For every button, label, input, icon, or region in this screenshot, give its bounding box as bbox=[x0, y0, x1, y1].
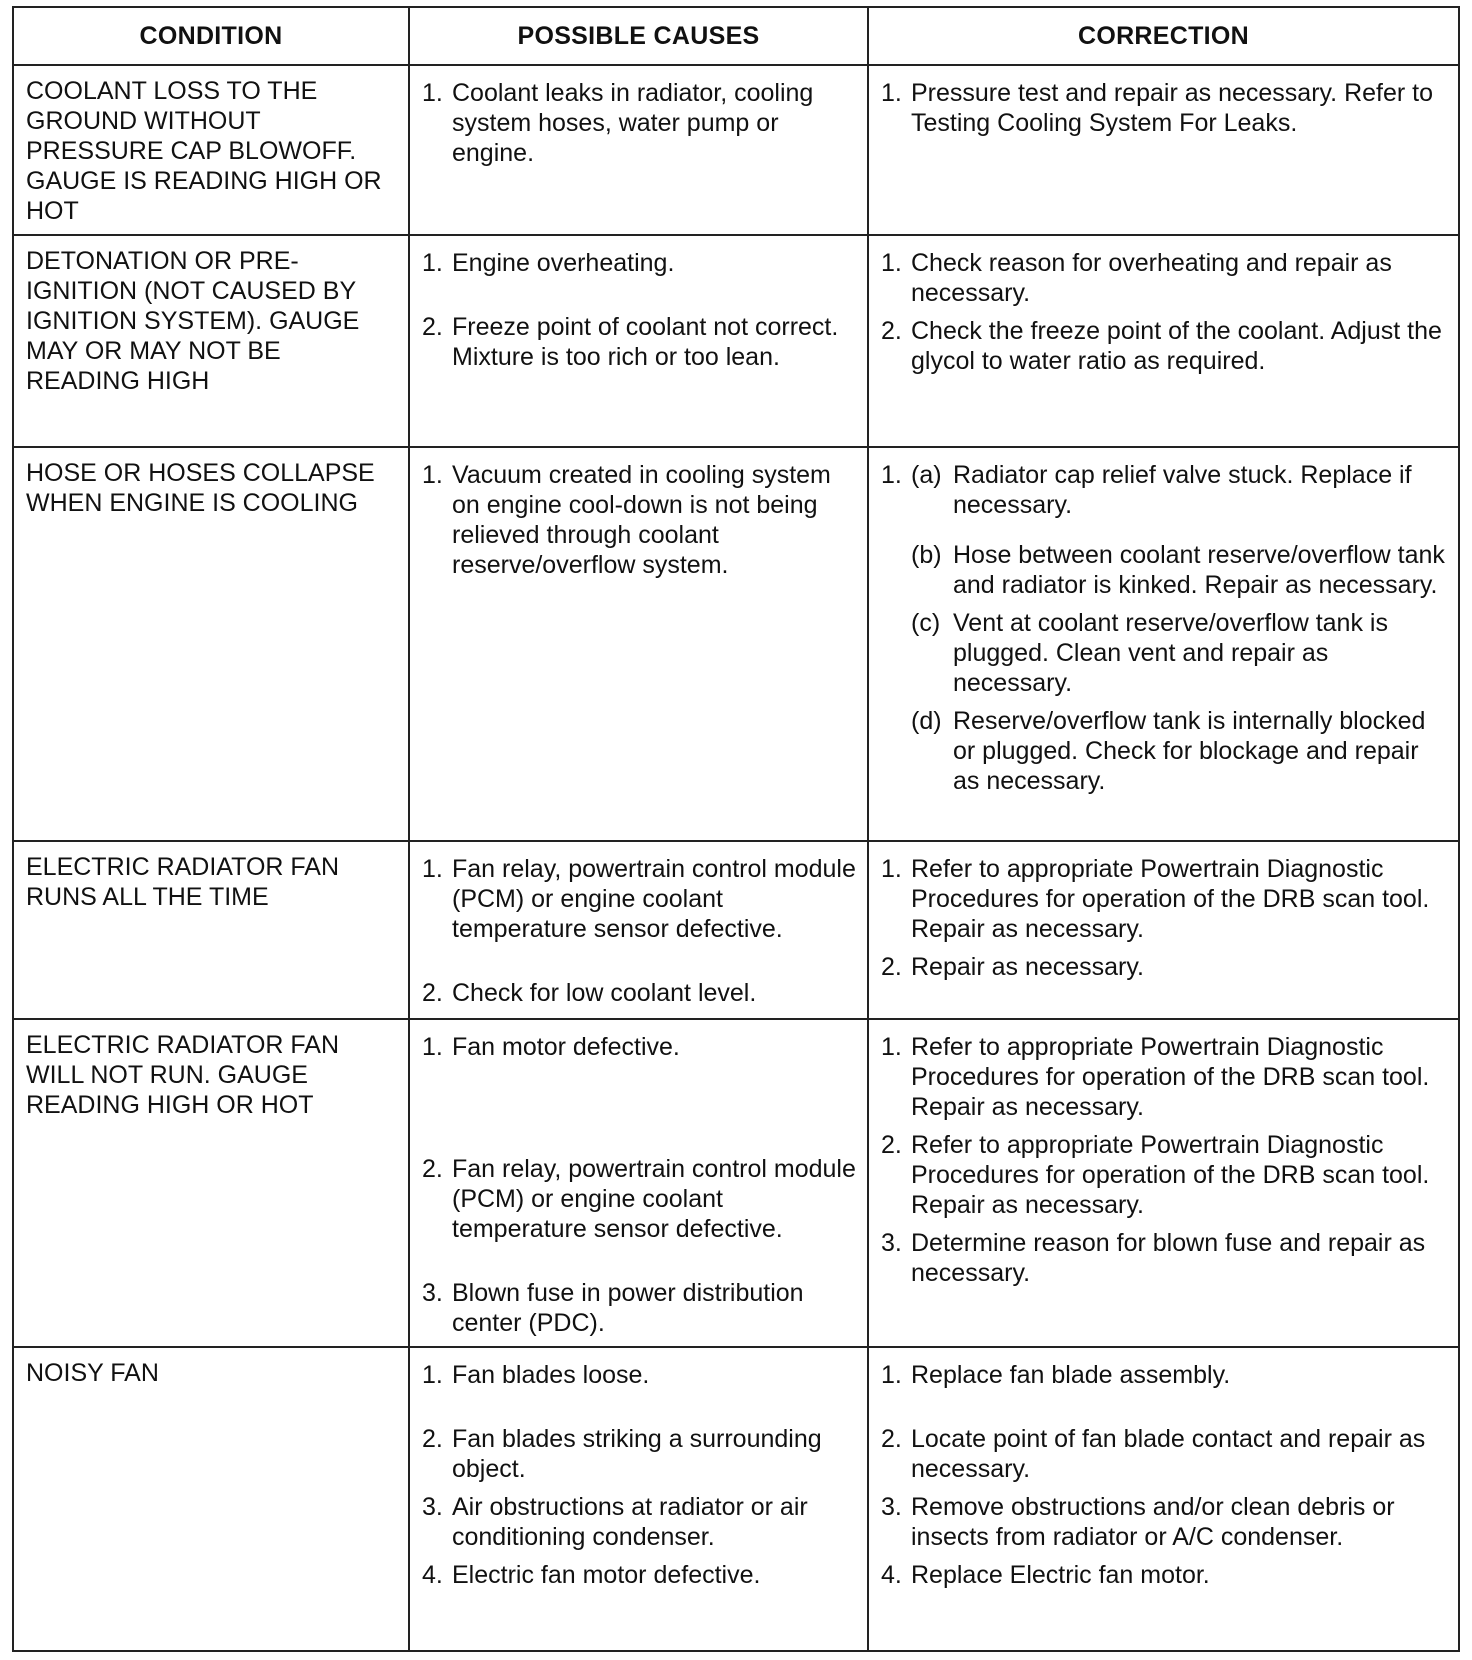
spacer bbox=[881, 1484, 1450, 1492]
correction-item bbox=[881, 952, 1450, 982]
sub-text: Reserve/overflow tank is internally blocked or plugged. Check for blockage and repair as necessary. bbox=[953, 707, 1426, 795]
item-number: 3. bbox=[881, 1229, 902, 1257]
cause-item bbox=[422, 1032, 859, 1062]
possible-causes-header: POSSIBLE CAUSES bbox=[409, 7, 868, 65]
table-row bbox=[13, 1347, 1459, 1651]
item-number: 1. bbox=[422, 461, 443, 489]
item-number: 1. bbox=[881, 855, 902, 883]
item-number: 3. bbox=[422, 1279, 443, 1307]
spacer bbox=[881, 944, 1450, 952]
cause-item bbox=[422, 78, 859, 168]
spacer bbox=[881, 1122, 1450, 1130]
correction-item bbox=[881, 1130, 1450, 1220]
item-text: Determine reason for blown fuse and repair as necessary. bbox=[911, 1229, 1426, 1287]
item-number: 4. bbox=[422, 1561, 443, 1589]
correction-item bbox=[881, 1360, 1450, 1390]
cause-item bbox=[422, 1560, 859, 1590]
condition-cell: ELECTRIC RADIATOR FAN RUNS ALL THE TIME bbox=[13, 841, 409, 1019]
correction-item bbox=[881, 1228, 1450, 1288]
causes-cell bbox=[409, 235, 868, 447]
causes-cell bbox=[409, 841, 868, 1019]
condition-cell: HOSE OR HOSES COLLAPSE WHEN ENGINE IS COOLING bbox=[13, 447, 409, 841]
item-number: 2. bbox=[881, 1131, 902, 1159]
item-number: 4. bbox=[881, 1561, 902, 1589]
item-text: Fan relay, powertrain control module (PCM) or engine coolant temperature sensor defective. bbox=[452, 1155, 856, 1243]
correction-item bbox=[881, 78, 1450, 138]
spacer bbox=[422, 278, 859, 312]
item-text: Blown fuse in power distribution center (PDC). bbox=[452, 1279, 804, 1337]
correction-item bbox=[881, 854, 1450, 944]
cause-item bbox=[422, 1492, 859, 1552]
item-number: 3. bbox=[881, 1493, 902, 1521]
table-row bbox=[13, 841, 1459, 1019]
condition-header: CONDITION bbox=[13, 7, 409, 65]
spacer bbox=[422, 944, 859, 978]
item-number: 2. bbox=[422, 979, 443, 1007]
item-number: 1. bbox=[881, 461, 902, 489]
sub-letter: (a) bbox=[911, 461, 942, 489]
spacer bbox=[881, 308, 1450, 316]
spacer bbox=[881, 1552, 1450, 1560]
item-text: Check for low coolant level. bbox=[452, 979, 757, 1007]
item-text: Check reason for overheating and repair as necessary. bbox=[911, 249, 1392, 307]
sub-letter: (d) bbox=[911, 707, 942, 735]
item-text: Coolant leaks in radiator, cooling system hoses, water pump or engine. bbox=[452, 79, 814, 167]
item-text: Refer to appropriate Powertrain Diagnostic Procedures for operation of the DRB scan tool. Repair as necessary. bbox=[911, 1131, 1430, 1219]
correction-item bbox=[881, 1560, 1450, 1590]
spacer bbox=[881, 520, 1450, 540]
item-text: Refer to appropriate Powertrain Diagnostic Procedures for operation of the DRB scan tool. Repair as necessary. bbox=[911, 1033, 1430, 1121]
cause-item bbox=[422, 1424, 859, 1484]
correction-cell bbox=[868, 1019, 1459, 1347]
item-text: Locate point of fan blade contact and repair as necessary. bbox=[911, 1425, 1426, 1483]
item-number: 2. bbox=[422, 1155, 443, 1183]
sub-list bbox=[911, 460, 1450, 520]
item-text: Fan relay, powertrain control module (PCM) or engine coolant temperature sensor defective. bbox=[452, 855, 856, 943]
item-number: 1. bbox=[881, 1361, 902, 1389]
item-text: Check the freeze point of the coolant. Adjust the glycol to water ratio as required. bbox=[911, 317, 1442, 375]
item-number: 1. bbox=[422, 1361, 443, 1389]
spacer bbox=[881, 1220, 1450, 1228]
item-number: 1. bbox=[881, 249, 902, 277]
item-number: 2. bbox=[422, 313, 443, 341]
item-text: Air obstructions at radiator or air conditioning condenser. bbox=[452, 1493, 808, 1551]
item-number: 1. bbox=[422, 855, 443, 883]
spacer bbox=[881, 698, 1450, 706]
spacer bbox=[422, 1062, 859, 1154]
item-text: Fan motor defective. bbox=[452, 1033, 680, 1061]
sub-text: Hose between coolant reserve/overflow tank and radiator is kinked. Repair as necessary. bbox=[953, 541, 1445, 599]
causes-cell bbox=[409, 447, 868, 841]
table-row bbox=[13, 65, 1459, 235]
item-text: Remove obstructions and/or clean debris or insects from radiator or A/C condenser. bbox=[911, 1493, 1395, 1551]
spacer bbox=[422, 1390, 859, 1424]
sub-letter: (b) bbox=[911, 541, 942, 569]
item-text: Engine overheating. bbox=[452, 249, 675, 277]
item-number: 1. bbox=[881, 79, 902, 107]
spacer bbox=[881, 1390, 1450, 1424]
sub-text: Radiator cap relief valve stuck. Replace if necessary. bbox=[953, 461, 1412, 519]
cause-item bbox=[422, 978, 859, 1008]
causes-cell bbox=[409, 65, 868, 235]
causes-cell bbox=[409, 1347, 868, 1651]
causes-cell bbox=[409, 1019, 868, 1347]
spacer bbox=[422, 1552, 859, 1560]
cause-item bbox=[422, 248, 859, 278]
item-number: 1. bbox=[881, 1033, 902, 1061]
correction-cell bbox=[868, 1347, 1459, 1651]
item-number: 2. bbox=[422, 1425, 443, 1453]
sub-correction-item bbox=[911, 706, 1450, 796]
spacer bbox=[881, 600, 1450, 608]
correction-item bbox=[881, 1492, 1450, 1552]
correction-cell bbox=[868, 235, 1459, 447]
cause-item bbox=[422, 1154, 859, 1244]
correction-item bbox=[881, 460, 1450, 520]
item-text: Repair as necessary. bbox=[911, 953, 1144, 981]
correction-item bbox=[881, 248, 1450, 308]
item-number: 2. bbox=[881, 1425, 902, 1453]
item-number: 1. bbox=[422, 249, 443, 277]
cause-item bbox=[422, 1360, 859, 1390]
item-text: Replace Electric fan motor. bbox=[911, 1561, 1210, 1589]
correction-cell bbox=[868, 841, 1459, 1019]
cause-item bbox=[422, 460, 859, 580]
item-text: Electric fan motor defective. bbox=[452, 1561, 761, 1589]
header-row bbox=[13, 7, 1459, 65]
correction-item bbox=[881, 1424, 1450, 1484]
spacer bbox=[422, 1244, 859, 1278]
correction-cell bbox=[868, 65, 1459, 235]
item-number: 1. bbox=[422, 79, 443, 107]
sub-correction-item bbox=[911, 608, 1450, 698]
condition-cell: DETONATION OR PRE-IGNITION (NOT CAUSED BY IGNITION SYSTEM). GAUGE MAY OR MAY NOT BE READING HIGH bbox=[13, 235, 409, 447]
item-text: Refer to appropriate Powertrain Diagnostic Procedures for operation of the DRB scan tool. Repair as necessary. bbox=[911, 855, 1430, 943]
table-row bbox=[13, 235, 1459, 447]
sub-correction-item bbox=[911, 540, 1450, 600]
cause-item bbox=[422, 854, 859, 944]
item-number: 1. bbox=[422, 1033, 443, 1061]
correction-header: CORRECTION bbox=[868, 7, 1459, 65]
item-number: 2. bbox=[881, 317, 902, 345]
correction-cell bbox=[868, 447, 1459, 841]
sub-letter: (c) bbox=[911, 609, 941, 637]
sub-correction-item bbox=[911, 460, 1450, 520]
item-text: Fan blades striking a surrounding object. bbox=[452, 1425, 822, 1483]
correction-item bbox=[881, 1032, 1450, 1122]
item-number: 3. bbox=[422, 1493, 443, 1521]
diagnosis-table bbox=[12, 6, 1460, 1652]
table-row bbox=[13, 1019, 1459, 1347]
correction-item bbox=[881, 316, 1450, 376]
condition-cell: NOISY FAN bbox=[13, 1347, 409, 1651]
spacer bbox=[422, 1484, 859, 1492]
item-text: Fan blades loose. bbox=[452, 1361, 650, 1389]
sub-text: Vent at coolant reserve/overflow tank is plugged. Clean vent and repair as necessary. bbox=[953, 609, 1388, 697]
cause-item bbox=[422, 1278, 859, 1338]
condition-cell: COOLANT LOSS TO THE GROUND WITHOUT PRESSURE CAP BLOWOFF. GAUGE IS READING HIGH OR HOT bbox=[13, 65, 409, 235]
cause-item bbox=[422, 312, 859, 372]
item-text: Vacuum created in cooling system on engine cool-down is not being relieved through coolant reserve/overflow system. bbox=[452, 461, 831, 579]
item-text: Replace fan blade assembly. bbox=[911, 1361, 1231, 1389]
item-text: Freeze point of coolant not correct. Mixture is too rich or too lean. bbox=[452, 313, 839, 371]
table-row bbox=[13, 447, 1459, 841]
item-number: 2. bbox=[881, 953, 902, 981]
condition-cell: ELECTRIC RADIATOR FAN WILL NOT RUN. GAUGE READING HIGH OR HOT bbox=[13, 1019, 409, 1347]
item-text: Pressure test and repair as necessary. Refer to Testing Cooling System For Leaks. bbox=[911, 79, 1433, 137]
